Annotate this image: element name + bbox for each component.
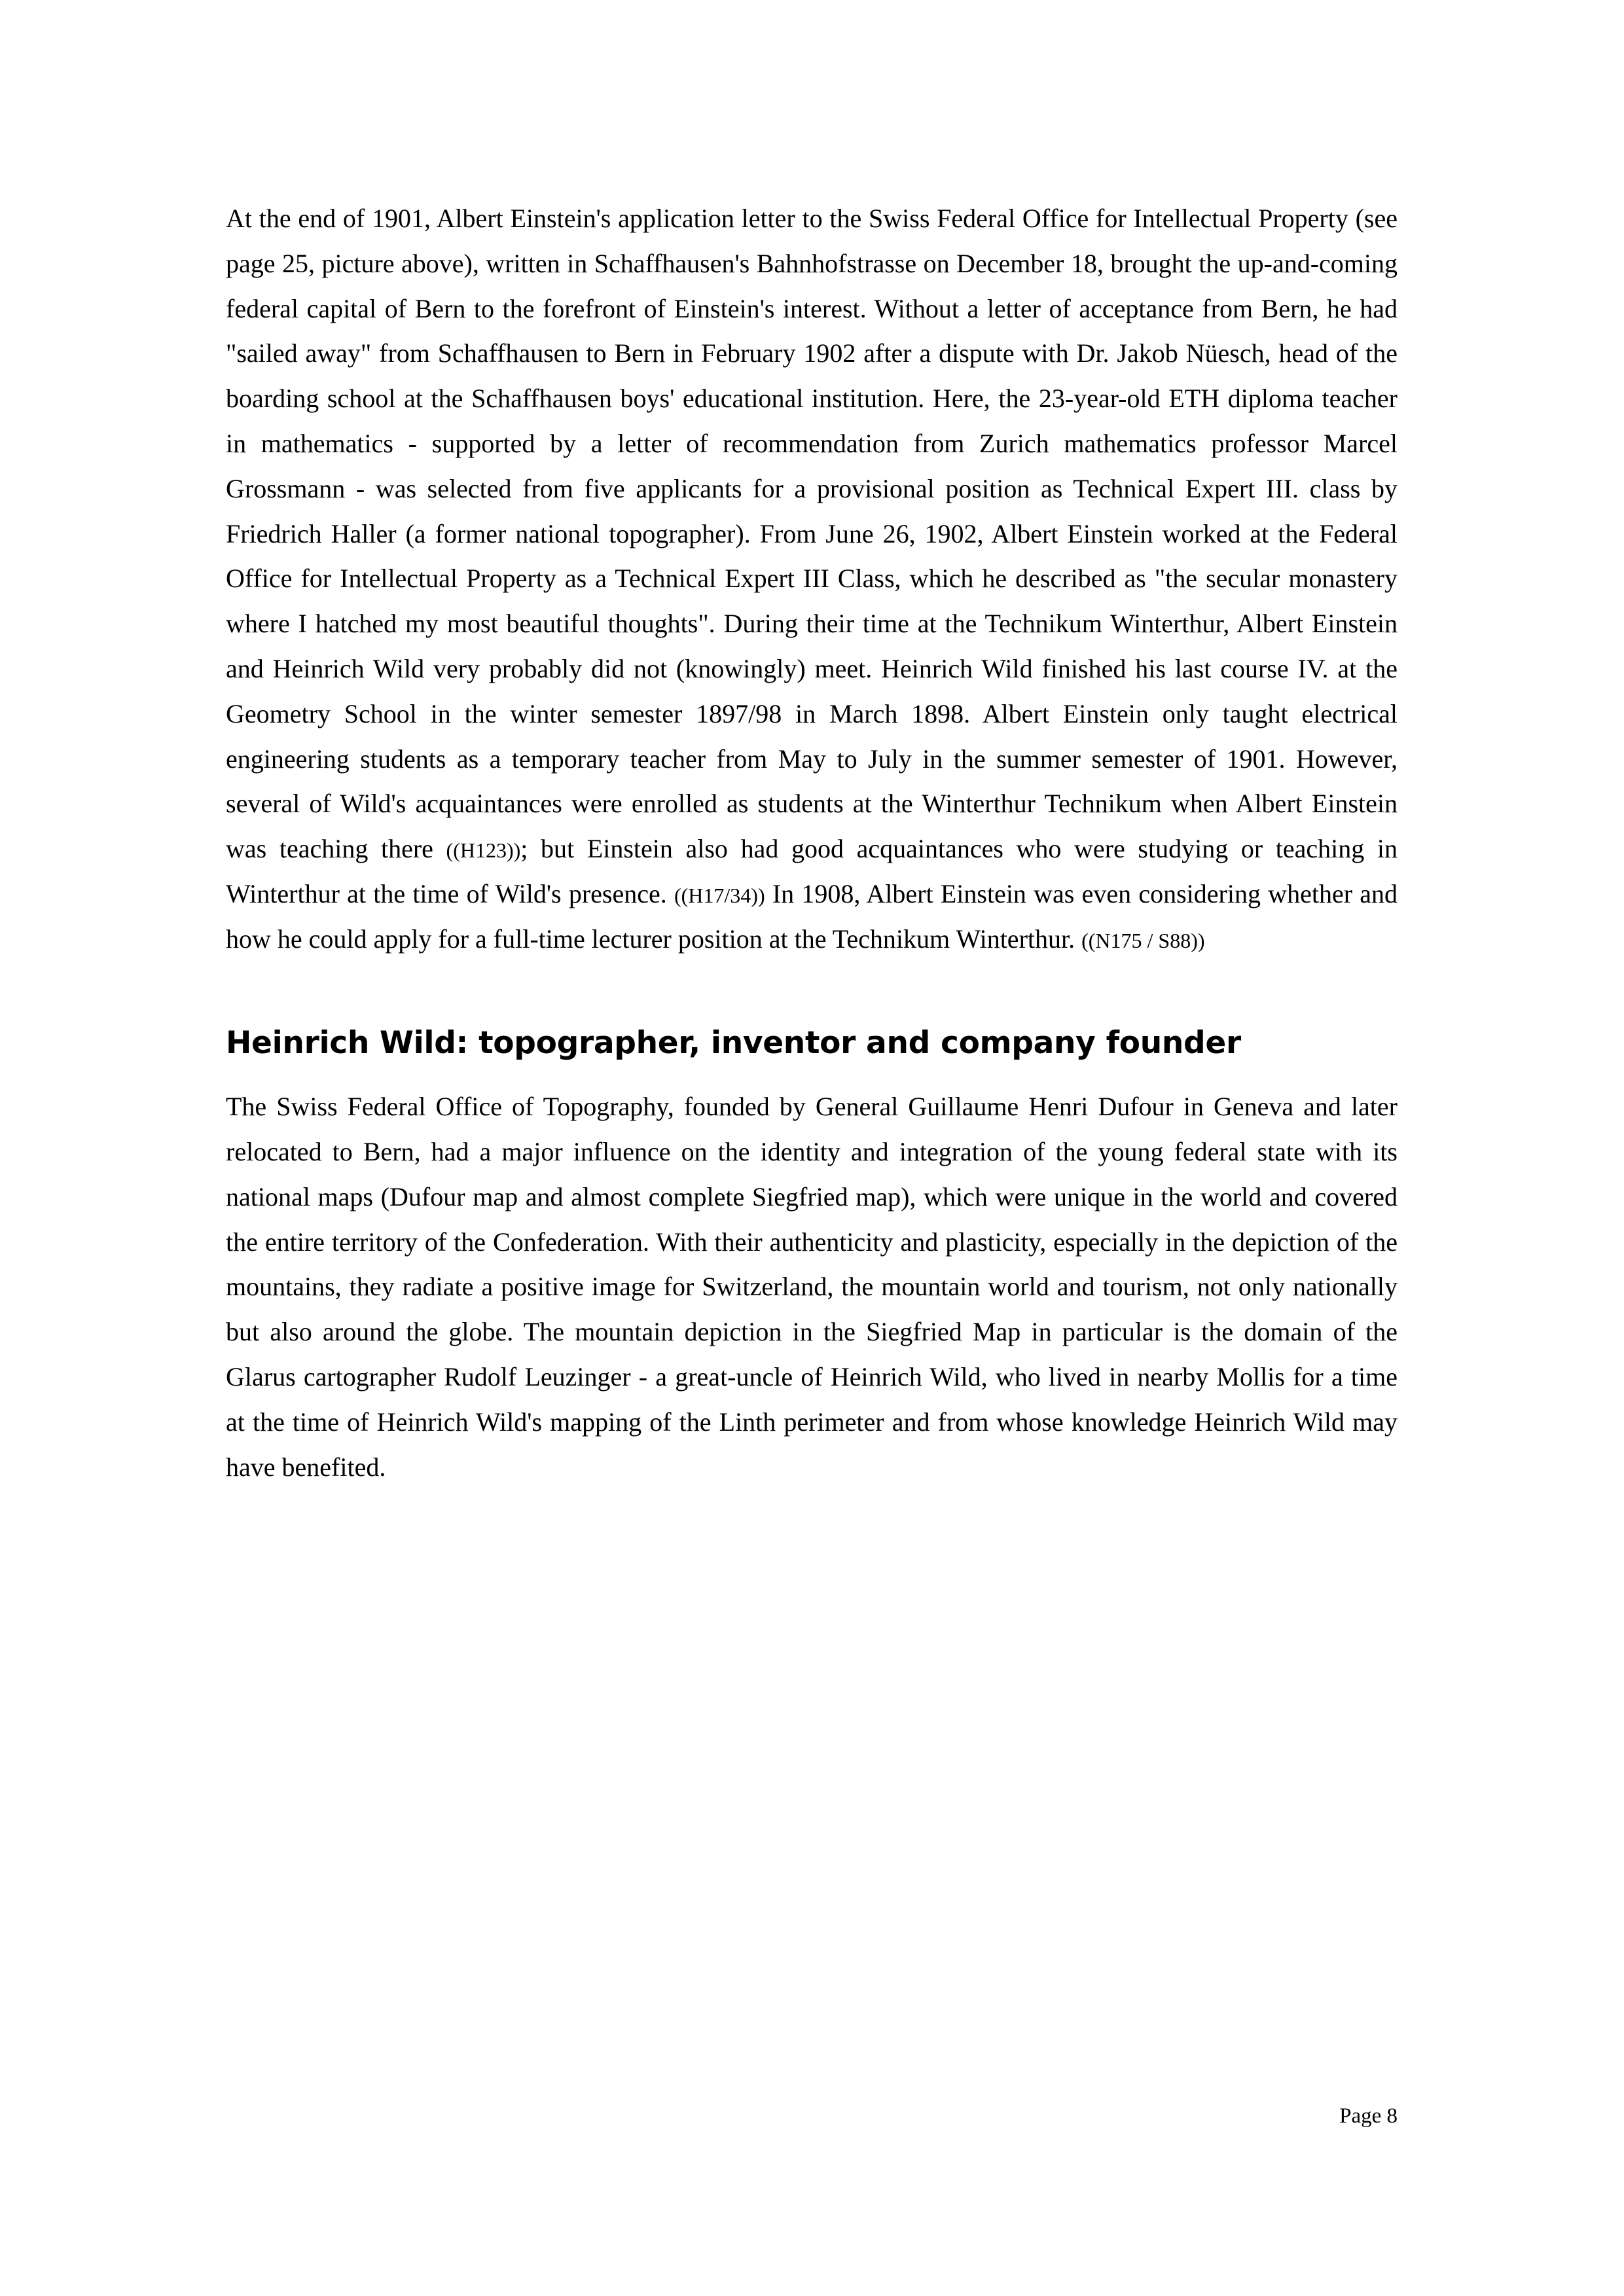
citation-ref-n175s88: ((N175 / S88))	[1081, 928, 1205, 952]
page-number: Page 8	[1339, 2104, 1398, 2128]
paragraph-einstein-text-1: At the end of 1901, Albert Einstein's application letter to the Swiss Federal Office for Intellectual Property (see page 25, picture above), written in Schaffhausen's Bahnhofstrasse on December 18, brought the up-and-coming federal capital of Bern to the forefront of Einstein's interest. Without a letter of acceptance from Bern, he had "sailed away" from Schaffhausen to Bern in February 1902 after a dispute with Dr. Jakob Nüesch, head of the boarding school at the Schaffhausen boys' educational institution. Here, the 23-year-old ETH diploma teacher in mathematics - supported by a letter of recommendation from Zurich mathematics professor Marcel Grossmann - was selected from five applicants for a provisional position as Technical Expert III. class by Friedrich Haller (a former national topographer). From June 26, 1902, Albert Einstein worked at the Federal Office for Intellectual Property as a Technical Expert III Class, which he described as "the secular monastery where I hatched my most beautiful thoughts". During their time at the Technikum Winterthur, Albert Einstein and Heinrich Wild very probably did not (knowingly) meet. Heinrich Wild finished his last course IV. at the Geometry School in the winter semester 1897/98 in March 1898. Albert Einstein only taught electrical engineering students as a temporary teacher from May to July in the summer semester of 1901. However, several of Wild's acquaintances were enrolled as students at the Winterthur Technikum when Albert Einstein was teaching there	[226, 204, 1398, 864]
citation-ref-h123: ((H123))	[446, 838, 521, 863]
paragraph-einstein-text-2: ; but Einstein also had good acquaintances who were studying or teaching in Winterthur at the time of Wild's presence.	[226, 834, 1398, 908]
section-heading: Heinrich Wild: topographer, inventor and company founder	[226, 1024, 1241, 1061]
document-content	[226, 196, 1398, 1490]
paragraph-einstein-text-3: In 1908, Albert Einstein was even considering whether and how he could apply for a full-time lecturer position at the Technikum Winterthur.	[226, 878, 1398, 954]
paragraph-einstein	[226, 196, 1398, 962]
page-footer	[226, 2104, 1398, 2128]
paragraph-topography: The Swiss Federal Office of Topography, founded by General Guillaume Henri Dufour in Geneva and later relocated to Bern, had a major influence on the identity and integration of the young federal state with its national maps (Dufour map and almost complete Siegfried map), which were unique in the world and covered the entire territory of the Confederation. With their authenticity and plasticity, especially in the depiction of the mountains, they radiate a positive image for Switzerland, the mountain world and tourism, not only nationally but also around the globe. The mountain depiction in the Siegfried Map in particular is the domain of the Glarus cartographer Rudolf Leuzinger - a great-uncle of Heinrich Wild, who lived in nearby Mollis for a time at the time of Heinrich Wild's mapping of the Linth perimeter and from whose knowledge Heinrich Wild may have benefited.	[226, 1092, 1398, 1482]
citation-ref-h1734: ((H17/34))	[674, 883, 765, 907]
